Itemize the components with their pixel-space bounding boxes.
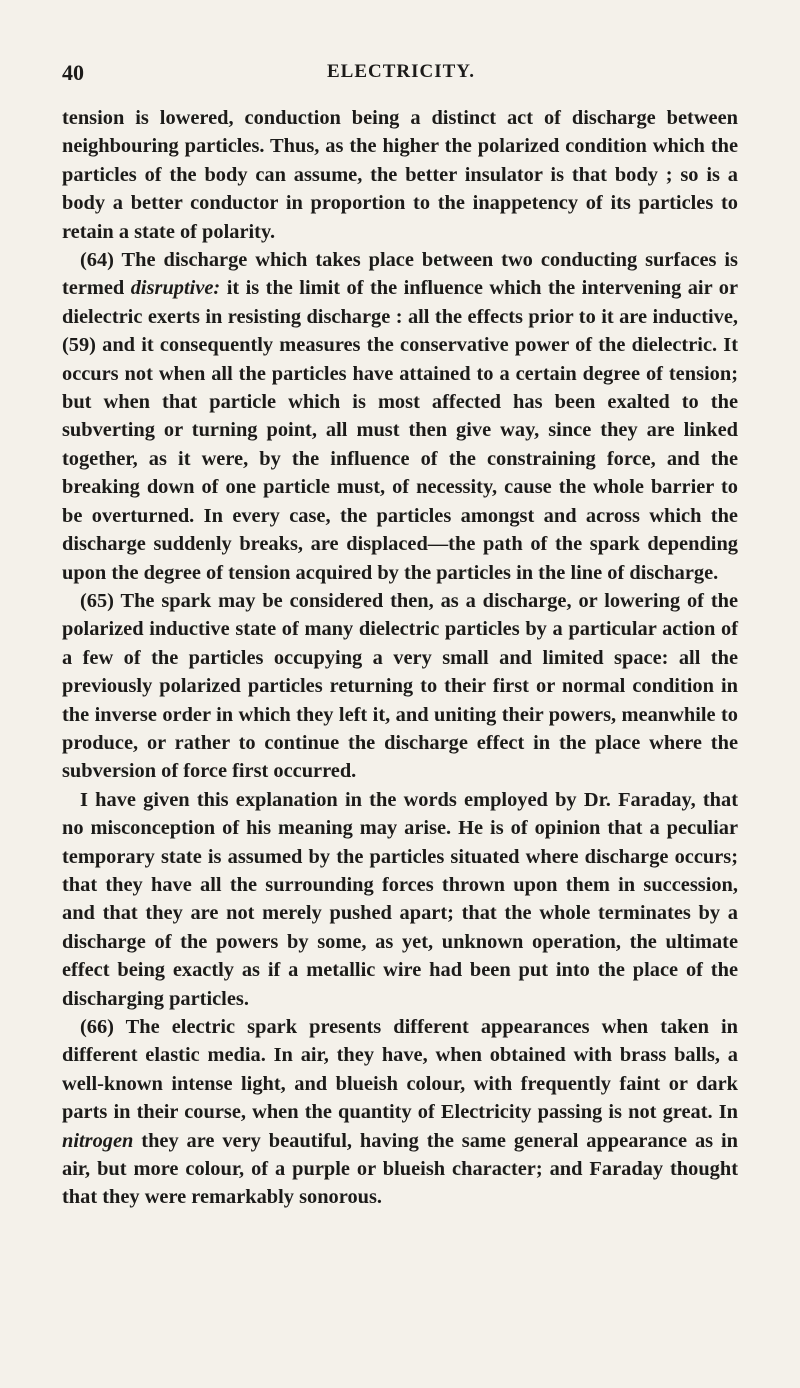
paragraph-66: [62, 1013, 738, 1212]
emphasis-nitrogen: nitrogen: [62, 1129, 134, 1152]
paragraph-64-text-start: (64) The discharge which takes place between two conducting surfaces is termed: [62, 249, 738, 300]
paragraph-64-text-end: it is the limit of the influence which the intervening air or dielectric exerts in resisting discharge : all the effects prior to it are inductive, (59) and it consequently measures the conservative power of the dielectric. It occurs not when all the particles have attained to a certain degree of tension; but when that particle which is most affected has been exalted to the subverting or turning point, all must then give way, since they are linked together, as it were, by the influence of the constraining force, and the breaking down of one particle must, of necessity, cause the whole barrier to be overturned. In every case, the particles amongst and across which the discharge suddenly breaks, are displaced—the path of the spark depending upon the degree of tension acquired by the particles in the line of discharge.: [62, 277, 738, 584]
paragraph-65: (65) The spark may be considered then, as a discharge, or lowering of the polarized inductive state of many dielectric particles by a particular action of a few of the particles occupying a very small and limited space: all the previously polarized particles returning to their first or normal condition in the inverse order in which they left it, and uniting their powers, meanwhile to produce, or rather to continue the discharge effect in the place where the subversion of force first occurred.: [62, 589, 738, 783]
paragraph-faraday-note: I have given this explanation in the words employed by Dr. Faraday, that no misconception of his meaning may arise. He is of opinion that a peculiar temporary state is assumed by the particles situated where discharge occurs; that they have all the surrounding forces thrown upon them in succession, and that they are not merely pushed apart; that the whole terminates by a discharge of the powers by some, as yet, unknown operation, the ultimate effect being exactly as if a metallic wire had been put into the place of the discharging particles.: [62, 788, 738, 1010]
page-number: 40: [62, 60, 84, 85]
paragraph-continuation: tension is lowered, conduction being a distinct act of discharge between neighbouring particles. Thus, as the higher the polarized condition which the particles of the body can assume, the better insulator is that body ; so is a body a better conductor in proportion to the inappetency of its particles to retain a state of polarity.: [62, 107, 738, 243]
running-title: ELECTRICITY.: [326, 61, 476, 82]
page-header: [62, 60, 740, 90]
paragraph-64: [62, 246, 738, 587]
body-text: [62, 104, 738, 1212]
paragraph-66-text-start: (66) The electric spark presents different appearances when taken in different elastic media. In air, they have, when obtained with brass balls, a well-known intense light, and blueish colour, with frequently faint or dark parts in their course, when the quantity of Electricity passing is not great. In: [62, 1016, 738, 1124]
paragraph-66-text-end: they are very beautiful, having the same general appearance as in air, but more colour, of a purple or blueish character; and Faraday thought that they were remarkably sonorous.: [62, 1129, 738, 1209]
emphasis-disruptive: disruptive:: [130, 277, 221, 300]
